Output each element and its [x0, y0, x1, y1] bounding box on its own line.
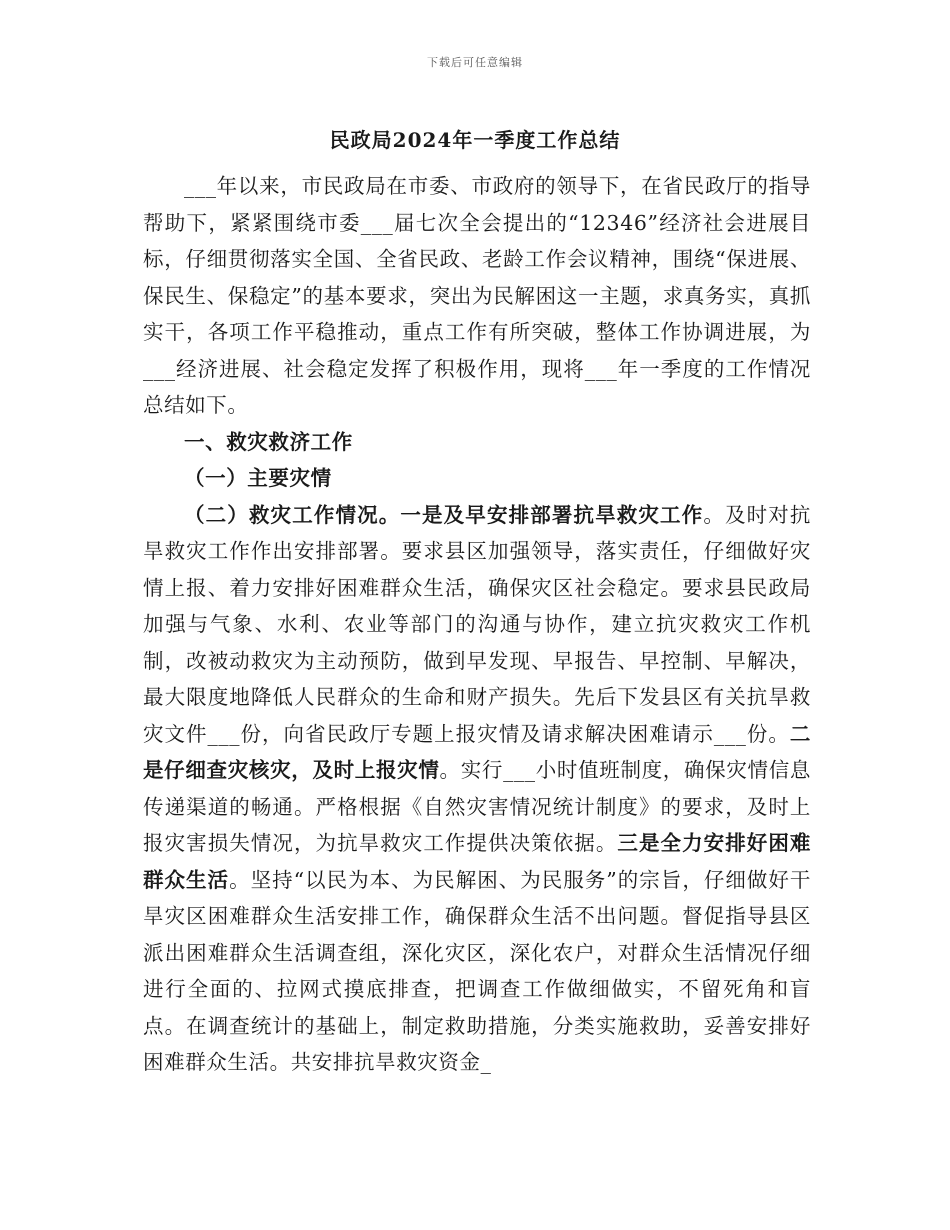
relief-work-paragraph — [143, 497, 811, 1081]
point2-text: 。实行___小时值班制度，确保灾情信息传递渠道的畅通。严格根据《自然灾害情况统计制度》的要求，及时上报灾害损失情况，为抗旱救灾工作提供决策依据。 — [143, 758, 811, 855]
point2-title: 二是仔细查灾核灾，及时上报灾情 — [143, 721, 811, 782]
page-header-note: 下载后可任意编辑 — [427, 56, 523, 69]
document-body — [143, 168, 811, 1081]
subsection-heading-main-disasters: （一）主要灾情 — [184, 466, 332, 490]
intro-paragraph: ___年以来，市民政局在市委、市政府的领导下，在省民政厅的指导帮助下，紧紧围绕市委___届七次全会提出的“12346”经济社会进展目标，仔细贯彻落实全国、全省民政、老龄工作会议精神，围绕“保进展、保民生、保稳定”的基本要求，突出为民解困这一主题，求真务实，真抓实干，各项工作平稳推动，重点工作有所突破，整体工作协调进展，为___经济进展、社会稳定发挥了积极作用，现将___年一季度的工作情况总结如下。 — [143, 174, 811, 417]
point3-title: 三是全力安排好困难群众生活 — [143, 831, 811, 892]
point1-title: 一是及早安排部署抗旱救灾工作 — [400, 502, 704, 527]
section-heading-disaster-relief: 一、救灾救济工作 — [184, 429, 353, 454]
point3-text: 。坚持“以民为本、为民解困、为民服务”的宗旨，仔细做好干旱灾区困难群众生活安排工作，确保群众生活不出问题。督促指导县区派出困难群众生活调查组，深化灾区，深化农户，对群众生活情况仔细进行全面的、拉网式摸底排查，把调查工作做细做实，不留死角和盲点。在调查统计的基础上，制定救助措施，分类实施救助，妥善安排好困难群众生活。共安排抗旱救灾资金_ — [143, 867, 811, 1074]
subsection-heading-relief-work: （二）救灾工作情况。 — [184, 502, 401, 527]
point1-text: 。及时对抗旱救灾工作作出安排部署。要求县区加强领导，落实责任，仔细做好灾情上报、着力安排好困难群众生活，确保灾区社会稳定。要求县民政局加强与气象、水利、农业等部门的沟通与协作，建立抗灾救灾工作机制，改被动救灾为主动预防，做到早发现、早报告、早控制、早解决，最大限度地降低人民群众的生命和财产损失。先后下发县区有关抗旱救灾文件___份，向省民政厅专题上报灾情及请求解决困难请示___份。 — [143, 502, 811, 746]
document-title: 民政局2024年一季度工作总结 — [329, 128, 621, 152]
